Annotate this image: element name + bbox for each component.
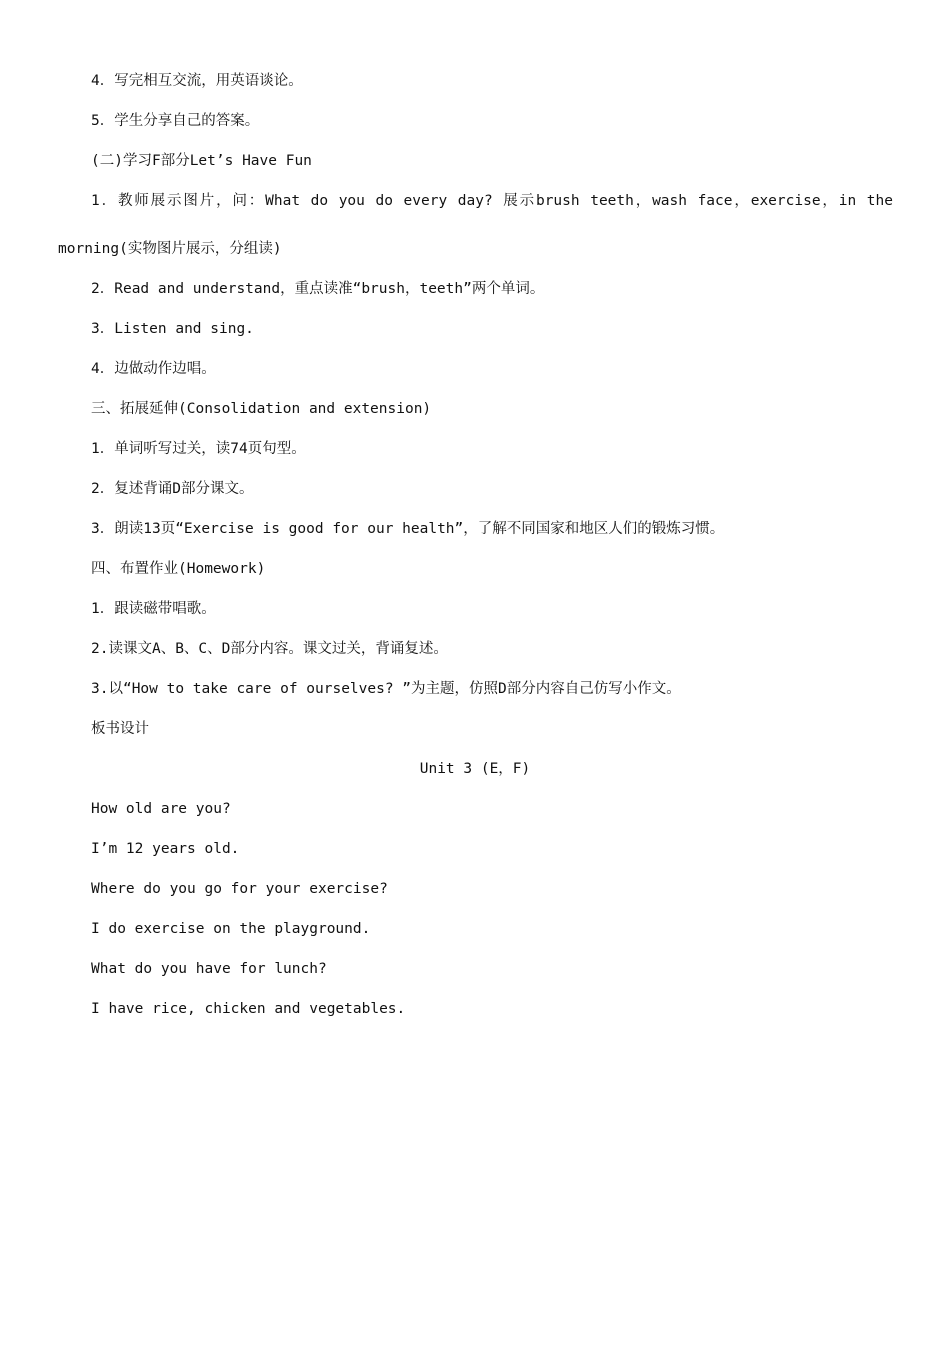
- section-f-heading: (二)学习F部分Let’s Have Fun: [91, 153, 312, 169]
- homework-item-1: 1．跟读磁带唱歌。: [91, 601, 216, 617]
- board-title: Unit 3 (E，F): [419, 761, 531, 777]
- homework-item-2: 2.读课文A、B、C、D部分内容。课文过关，背诵复述。: [91, 641, 448, 657]
- board-sentence-6: I have rice, chicken and vegetables.: [91, 1001, 406, 1017]
- step-5-share: 5．学生分享自己的答案。: [91, 113, 260, 129]
- board-sentence-1: How old are you?: [91, 801, 231, 817]
- step-2-read-understand: 2．Read and understand，重点读准“brush，teeth”两个单词。: [91, 281, 545, 297]
- board-sentence-5: What do you have for lunch?: [91, 961, 327, 977]
- board-sentence-3: Where do you go for your exercise?: [91, 881, 388, 897]
- section-homework-heading: 四、布置作业(Homework): [91, 561, 266, 577]
- step-4-exchange: 4．写完相互交流，用英语谈论。: [91, 73, 303, 89]
- step-4-act-sing: 4．边做动作边唱。: [91, 361, 216, 377]
- section-consolidation-heading: 三、拓展延伸(Consolidation and extension): [91, 401, 432, 417]
- homework-item-3: 3.以“How to take care of ourselves? ”为主题，仿照D部分内容自己仿写小作文。: [91, 681, 681, 697]
- consolidation-item-1: 1．单词听写过关，读74页句型。: [91, 441, 306, 457]
- board-design-heading: 板书设计: [91, 721, 149, 737]
- board-sentence-2: I’m 12 years old.: [91, 841, 240, 857]
- board-sentence-4: I do exercise on the playground.: [91, 921, 371, 937]
- step-1-show-pictures-continued: morning(实物图片展示，分组读): [58, 241, 282, 257]
- step-3-listen-sing: 3．Listen and sing.: [91, 321, 254, 337]
- step-1-show-pictures: 1．教师展示图片，问：What do you do every day? 展示brush teeth，wash face，exercise，in the: [91, 193, 893, 209]
- consolidation-item-2: 2．复述背诵D部分课文。: [91, 481, 254, 497]
- consolidation-item-3: 3．朗读13页“Exercise is good for our health”，了解不同国家和地区人们的锻炼习惯。: [91, 521, 725, 537]
